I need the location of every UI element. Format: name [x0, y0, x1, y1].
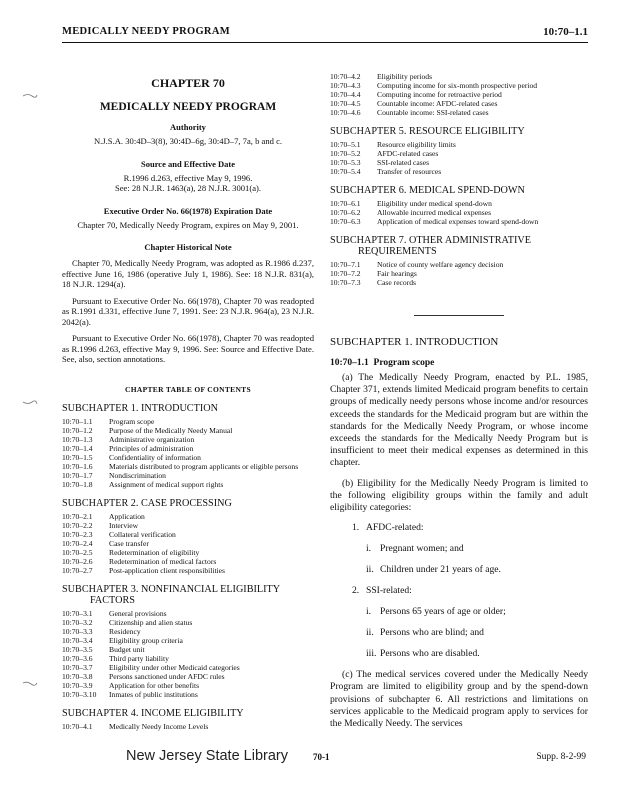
- list-text: AFDC-related:: [366, 522, 424, 534]
- list-text: Pregnant women; and: [380, 543, 464, 555]
- toc-entry-number: 10:70–6.2: [330, 208, 361, 217]
- toc-entry-number: 10:70–5.1: [330, 140, 361, 149]
- toc-entry: [330, 72, 588, 81]
- list-text: Persons 65 years of age or older;: [380, 606, 506, 618]
- toc-entry-number: 10:70–2.5: [62, 547, 93, 557]
- left-column: [62, 72, 314, 731]
- toc-entry-number: 10:70–3.3: [62, 626, 93, 636]
- toc-subchapter-heading: [62, 708, 314, 719]
- toc-entry-title: Eligibility periods: [377, 72, 433, 81]
- toc-entry-number: 10:70–2.2: [62, 520, 93, 530]
- toc-entry-title: Program scope: [109, 416, 155, 426]
- toc-entry: [62, 609, 314, 618]
- toc-entry: [330, 217, 588, 226]
- toc-subchapter-heading: [62, 498, 314, 509]
- margin-mark: [22, 400, 38, 406]
- toc-entry-number: 10:70–1.6: [62, 461, 93, 471]
- toc-entry-title: Case transfer: [109, 538, 149, 548]
- toc-entry: [330, 199, 588, 208]
- history-paragraph: Pursuant to Executive Order No. 66(1978), Chapter 70 was readopted as R.1996 d.263, effective May 9, 1996. See: Source and Effective Date. See, also, section annotations.: [62, 333, 314, 364]
- toc-entry: [62, 636, 314, 645]
- toc-entry-number: 10:70–4.5: [330, 99, 361, 108]
- toc-subchapter-heading: [330, 126, 588, 137]
- toc-entry-title: Inmates of public institutions: [109, 689, 198, 699]
- toc-subchapter-heading: [330, 235, 588, 257]
- right-column: [330, 72, 588, 738]
- list-text: SSI-related:: [366, 585, 412, 597]
- paragraph-b: (b) Eligibility for the Medically Needy Program is limited to the following eligibility groups within the family and adult eligibility categories:: [330, 477, 588, 514]
- toc-entry-title: Administrative organization: [109, 434, 195, 444]
- toc-entry: [62, 548, 314, 557]
- paragraph-c: (c) The medical services covered under the Medically Needy Program are limited to eligibility group and by the spend-down provisions of subchapter 6. All restrictions and limitations on services applicable to the Medicaid program apply to services for the Medically Needy. The services: [330, 669, 588, 730]
- toc-entry-number: 10:70–3.1: [62, 608, 93, 618]
- toc-entry-title: Citizenship and alien status: [109, 617, 193, 627]
- supplement-date: Supp. 8-2-99: [536, 752, 586, 762]
- toc-entry-title: Redetermination of eligibility: [109, 547, 200, 557]
- list-marker: ii.: [366, 627, 374, 639]
- toc-entry-number: 10:70–7.1: [330, 260, 361, 269]
- page-number: 70-1: [313, 752, 330, 762]
- toc-entry: [62, 471, 314, 480]
- toc-entry-number: 10:70–5.4: [330, 167, 361, 176]
- toc-entry-number: 10:70–6.3: [330, 217, 361, 226]
- toc-entry: [330, 140, 588, 149]
- toc-entry-number: 10:70–3.10: [62, 689, 97, 699]
- toc-entry-number: 10:70–3.7: [62, 662, 93, 672]
- toc-entry-title: Application for other benefits: [109, 680, 200, 690]
- toc-entry-title: Post-application client responsibilities: [109, 565, 225, 575]
- toc-entry-title: Application of medical expenses toward spend-down: [377, 217, 539, 226]
- toc-entry: [62, 480, 314, 489]
- toc-entry-number: 10:70–1.8: [62, 479, 93, 489]
- toc-entry-number: 10:70–2.7: [62, 565, 93, 575]
- toc-entry-number: 10:70–2.3: [62, 529, 93, 539]
- toc-entry-title: Case records: [377, 278, 417, 287]
- toc-entry-title: Interview: [109, 520, 139, 530]
- toc-entry: [62, 453, 314, 462]
- toc-entry: [62, 722, 314, 731]
- section-divider: [414, 315, 504, 316]
- toc-subchapter-title-cont: REQUIREMENTS: [358, 246, 437, 257]
- toc-entry-title: AFDC-related cases: [377, 149, 439, 158]
- toc-entry-number: 10:70–6.1: [330, 199, 361, 208]
- running-header-section: 10:70–1.1: [543, 26, 588, 38]
- toc-entry-title: Third party liability: [109, 653, 169, 663]
- toc-entry-number: 10:70–1.1: [62, 416, 93, 426]
- library-stamp: New Jersey State Library: [126, 748, 288, 764]
- toc-entry-title: Assignment of medical support rights: [109, 479, 224, 489]
- section-title: Program scope: [373, 358, 435, 368]
- toc-entry-title: Countable income: AFDC-related cases: [377, 99, 498, 108]
- source-heading: Source and Effective Date: [140, 158, 236, 169]
- toc-entry-title: Notice of county welfare agency decision: [377, 260, 504, 269]
- toc-entry-title: General provisions: [109, 608, 167, 618]
- toc-entry-number: 10:70–3.2: [62, 617, 93, 627]
- toc-subchapter-title: SUBCHAPTER 2. CASE PROCESSING: [62, 497, 232, 509]
- margin-mark: [22, 680, 38, 686]
- toc-entry-number: 10:70–3.9: [62, 680, 93, 690]
- toc-entry-number: 10:70–1.2: [62, 425, 93, 435]
- toc-entry-title: Countable income: SSI-related cases: [377, 108, 489, 117]
- toc-subchapter-title: SUBCHAPTER 6. MEDICAL SPEND-DOWN: [330, 185, 525, 196]
- list-text: Children under 21 years of age.: [380, 564, 501, 576]
- list-item: [330, 606, 588, 618]
- authority-heading: Authority: [170, 122, 206, 132]
- toc-entry-number: 10:70–5.2: [330, 149, 361, 158]
- toc-entry-title: Persons sanctioned under AFDC rules: [109, 671, 225, 681]
- toc-entry-title: Computing income for retroactive period: [377, 90, 502, 99]
- toc-entry-number: 10:70–7.3: [330, 278, 361, 287]
- expiration-heading: Executive Order No. 66(1978) Expiration Date: [103, 205, 273, 216]
- list-text: Persons who are disabled.: [380, 648, 480, 660]
- toc-entry: [330, 167, 588, 176]
- toc-subchapter-title: SUBCHAPTER 1. INTRODUCTION: [62, 402, 218, 414]
- toc-entry-number: 10:70–3.5: [62, 644, 93, 654]
- toc-entry-title: Purpose of the Medically Needy Manual: [109, 425, 233, 435]
- toc-entry: [62, 530, 314, 539]
- toc-entry-title: Transfer of resources: [377, 167, 442, 176]
- body-subchapter-heading: SUBCHAPTER 1. INTRODUCTION: [330, 336, 499, 348]
- toc-entry: [330, 81, 588, 90]
- toc-entry: [330, 260, 588, 269]
- toc-entry: [62, 426, 314, 435]
- toc-entry-title: Collateral verification: [109, 529, 176, 539]
- history-heading: Chapter Historical Note: [144, 242, 232, 252]
- page-footer: [0, 746, 618, 776]
- toc-entry-number: 10:70–4.1: [62, 721, 93, 731]
- list-item: [330, 522, 588, 534]
- toc-entry: [330, 158, 588, 167]
- toc-entry: [62, 512, 314, 521]
- toc-entry-title: Resource eligibility limits: [377, 140, 456, 149]
- eligibility-list: [330, 522, 588, 660]
- toc-entry: [330, 99, 588, 108]
- toc-subchapter-heading: [62, 584, 314, 606]
- toc-entry-number: 10:70–5.3: [330, 158, 361, 167]
- toc-entry-title: Application: [109, 511, 145, 521]
- toc-entry: [330, 90, 588, 99]
- toc-entry-number: 10:70–4.4: [330, 90, 361, 99]
- toc-entry-number: 10:70–7.2: [330, 269, 361, 278]
- toc-entry-number: 10:70–4.3: [330, 81, 361, 90]
- margin-mark: [22, 92, 38, 98]
- toc-entry-title: Medically Needy Income Levels: [109, 721, 209, 731]
- expiration-text: Chapter 70, Medically Needy Program, expires on May 9, 2001.: [77, 219, 299, 230]
- toc-entry-title: Allowable incurred medical expenses: [377, 208, 492, 217]
- toc-entry: [62, 672, 314, 681]
- toc-entry-title: Principles of administration: [109, 443, 194, 453]
- toc-subchapter-title: SUBCHAPTER 3. NONFINANCIAL ELIGIBILITY: [62, 583, 281, 595]
- toc-entry-title: Eligibility group criteria: [109, 635, 183, 645]
- toc-entry: [330, 108, 588, 117]
- list-marker: ii.: [366, 564, 374, 576]
- list-marker: iii.: [366, 648, 377, 660]
- toc-title: CHAPTER TABLE OF CONTENTS: [125, 384, 251, 394]
- toc-entry-number: 10:70–3.6: [62, 653, 93, 663]
- toc-entry: [62, 521, 314, 530]
- toc-entry: [62, 645, 314, 654]
- paragraph-a: (a) The Medically Needy Program, enacted by P.L. 1985, Chapter 371, extends limited Medicaid program benefits to certain groups of medically needy persons whose income and/or resources exceeds the standards for the Medicaid program but are within the standards for the Medically Needy Program, or whose income exceeds the standards for the Medically Needy Program but is insufficient to meet their medical expenses as determined in this chapter.: [330, 372, 588, 469]
- toc-entry-number: 10:70–1.3: [62, 434, 93, 444]
- toc-entry-number: 10:70–2.1: [62, 511, 93, 521]
- toc-entry: [62, 654, 314, 663]
- running-header: [62, 22, 588, 43]
- toc-entry-title: Fair hearings: [377, 269, 417, 278]
- list-item: [330, 564, 588, 576]
- toc-entry: [330, 269, 588, 278]
- list-item: [330, 585, 588, 597]
- history-paragraph: Chapter 70, Medically Needy Program, was adopted as R.1986 d.237, effective June 16, 1986 (operative July 1, 1986). See: 18 N.J.R. 831(a), 18 N.J.R. 1294(a).: [62, 258, 314, 289]
- authority-text: N.J.S.A. 30:4D–3(8), 30:4D–6g, 30:4D–7, 7a, b and c.: [93, 136, 283, 146]
- toc-entry: [62, 627, 314, 636]
- toc-entry-number: 10:70–1.7: [62, 470, 93, 480]
- toc-subchapter-title: SUBCHAPTER 4. INCOME ELIGIBILITY: [62, 707, 244, 719]
- toc-entry-number: 10:70–4.2: [330, 72, 361, 81]
- toc-entry: [330, 208, 588, 217]
- toc-entry: [62, 539, 314, 548]
- section-number: 10:70–1.1: [330, 358, 369, 368]
- source-line: See: 28 N.J.R. 1463(a), 28 N.J.R. 3001(a).: [114, 183, 262, 193]
- history-paragraph: Pursuant to Executive Order No. 66(1978), Chapter 70 was readopted as R.1991 d.331, effective June 7, 1991. See: 23 N.J.R. 964(a), 23 N.J.R. 2042(a).: [62, 295, 314, 327]
- toc-entry-number: 10:70–3.8: [62, 671, 93, 681]
- toc-entry: [330, 149, 588, 158]
- toc-entry: [62, 681, 314, 690]
- toc-entry-title: Confidentiality of information: [109, 452, 201, 462]
- toc-entry: [62, 618, 314, 627]
- toc-entry-title: Eligibility under other Medicaid categories: [109, 662, 240, 672]
- list-marker: 2.: [352, 585, 360, 597]
- toc-subchapter-title: SUBCHAPTER 5. RESOURCE ELIGIBILITY: [330, 126, 525, 137]
- source-line: R.1996 d.263, effective May 9, 1996.: [123, 172, 253, 183]
- toc-entry: [62, 566, 314, 575]
- toc-entry-number: 10:70–4.6: [330, 108, 361, 117]
- toc-entry-number: 10:70–1.5: [62, 452, 93, 462]
- toc-entry-title: Computing income for six-month prospective period: [377, 81, 538, 90]
- toc-entry-number: 10:70–2.6: [62, 556, 93, 566]
- toc-subchapter-title: SUBCHAPTER 7. OTHER ADMINISTRATIVE: [330, 235, 531, 246]
- list-text: Persons who are blind; and: [380, 627, 484, 639]
- toc-entry: [62, 557, 314, 566]
- toc-entry-title: Residency: [109, 626, 141, 636]
- toc-entry-number: 10:70–3.4: [62, 635, 93, 645]
- toc-entry: [62, 435, 314, 444]
- list-item: [330, 627, 588, 639]
- toc-left: [62, 403, 314, 731]
- toc-entry: [62, 663, 314, 672]
- toc-entry-title: Nondiscrimination: [109, 470, 166, 480]
- toc-right: [330, 126, 588, 287]
- list-marker: i.: [366, 543, 372, 555]
- toc-entry-title: Materials distributed to program applicants or eligible persons: [109, 461, 299, 471]
- chapter-title: MEDICALLY NEEDY PROGRAM: [99, 101, 277, 113]
- toc-entry-title: SSI-related cases: [377, 158, 430, 167]
- toc-entry: [62, 444, 314, 453]
- list-marker: 1.: [352, 522, 360, 534]
- toc-entry: [62, 462, 314, 471]
- toc-entry: [62, 690, 314, 699]
- toc-continued: [330, 72, 588, 117]
- chapter-label: CHAPTER 70: [151, 76, 225, 90]
- toc-entry: [330, 278, 588, 287]
- list-item: [330, 543, 588, 555]
- toc-entry: [62, 417, 314, 426]
- section-heading: [330, 358, 588, 368]
- toc-subchapter-heading: [62, 403, 314, 414]
- toc-entry-title: Redetermination of medical factors: [109, 556, 217, 566]
- list-item: [330, 648, 588, 660]
- list-marker: i.: [366, 606, 372, 618]
- toc-entry-title: Budget unit: [109, 644, 145, 654]
- running-header-title: MEDICALLY NEEDY PROGRAM: [62, 26, 230, 37]
- toc-entry-number: 10:70–1.4: [62, 443, 93, 453]
- toc-subchapter-heading: [330, 185, 588, 196]
- toc-entry-number: 10:70–2.4: [62, 538, 93, 548]
- toc-subchapter-title-cont: FACTORS: [90, 594, 135, 606]
- toc-entry-title: Eligibility under medical spend-down: [377, 199, 492, 208]
